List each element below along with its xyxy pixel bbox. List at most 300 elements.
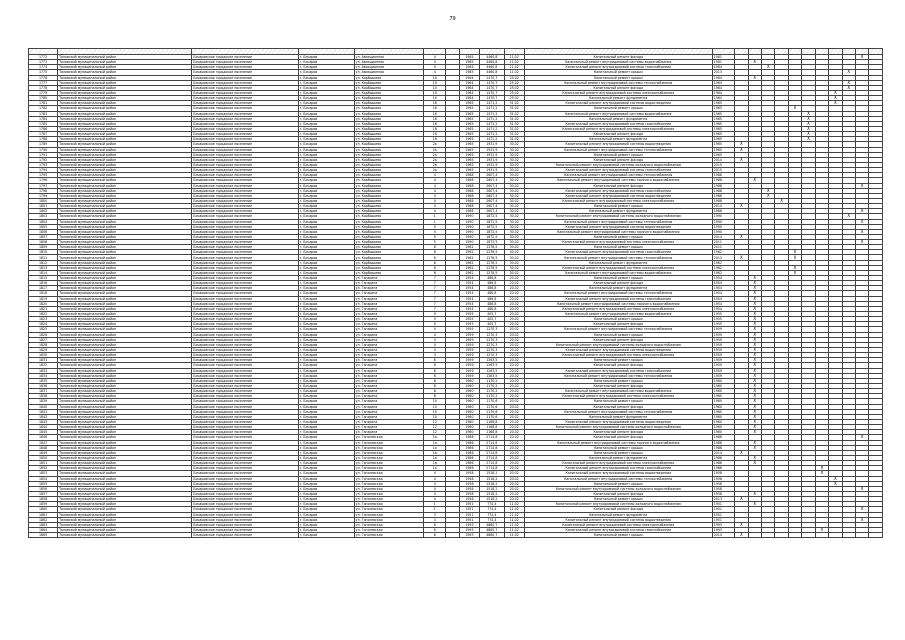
table-cell-year: 1986 bbox=[459, 445, 479, 450]
table-cell-street: ул. Гоголевская bbox=[354, 491, 423, 496]
table-cell-mark: X bbox=[748, 414, 761, 419]
table-cell-house: 1 bbox=[424, 214, 446, 219]
table-cell-num: 1817 bbox=[29, 286, 58, 291]
table-cell-date: 30.02 bbox=[504, 173, 524, 178]
table-cell-area: 2607,4 bbox=[480, 204, 505, 209]
table-cell-house: 4 bbox=[424, 476, 446, 481]
table-cell-area: 1471,2 bbox=[480, 101, 505, 106]
table-cell-works: Капитальный ремонт крыши bbox=[524, 332, 712, 337]
table-cell-house: 5 bbox=[424, 240, 446, 245]
table-cell-settlement: Бочаровское городское поселение bbox=[192, 306, 298, 311]
table-cell-area: 2607,4 bbox=[480, 183, 505, 188]
table-cell-house: 10 bbox=[424, 399, 446, 404]
table-cell-settlement: Бочаровское городское поселение bbox=[192, 471, 298, 476]
table-cell-house: 1а bbox=[424, 455, 446, 460]
table-cell-works: Капитальный ремонт внутридомовой системы электроснабжения bbox=[524, 461, 712, 466]
table-cell-date: 11.02 bbox=[504, 512, 524, 517]
table-cell-y1: 1988 bbox=[712, 178, 734, 183]
table-cell-area: 774,4 bbox=[480, 517, 505, 522]
table-cell-street: ул. Авиационная bbox=[354, 70, 423, 75]
table-cell-mark bbox=[762, 533, 775, 538]
table-cell-district: Таловский муниципальный район bbox=[58, 389, 192, 394]
table-cell-works: Капитальный ремонт внутридомовой системы водоснабжения bbox=[524, 312, 712, 317]
table-cell-num: 1815 bbox=[29, 276, 58, 281]
table-cell-year: 1965 bbox=[459, 162, 479, 167]
table-body bbox=[29, 55, 883, 538]
table-cell-works: Капитальный ремонт внутридомовой системы холодного водоснабжения bbox=[524, 486, 712, 491]
table-cell-date: 11.02 bbox=[504, 527, 524, 532]
table-cell-mark: X bbox=[855, 55, 868, 60]
table-cell-area: 4880,7 bbox=[480, 533, 505, 538]
table-cell-house: 10 bbox=[424, 409, 446, 414]
table-cell-locality: г. Бочаров bbox=[298, 404, 354, 409]
table-cell-date: 31.02 bbox=[504, 121, 524, 126]
table-cell-num: 1829 bbox=[29, 348, 58, 353]
table-cell-settlement: Бочаровское городское поселение bbox=[192, 512, 298, 517]
table-cell-num: 1779 bbox=[29, 90, 58, 95]
table-cell-area: 405,7 bbox=[480, 317, 505, 322]
table-cell-y1: 1993 bbox=[712, 522, 734, 527]
table-cell-area: 1471,2 bbox=[480, 132, 505, 137]
table-cell-settlement: Бочаровское городское поселение bbox=[192, 291, 298, 296]
table-cell-locality: г. Бочаров bbox=[298, 193, 354, 198]
table-cell-y1: 2013 bbox=[712, 497, 734, 502]
table-cell-locality: г. Бочаров bbox=[298, 466, 354, 471]
table-cell-settlement: Бочаровское городское поселение bbox=[192, 455, 298, 460]
table-cell-works: Капитальный ремонт фасада bbox=[524, 491, 712, 496]
table-cell-settlement: Бочаровское городское поселение bbox=[192, 214, 298, 219]
table-cell-area: 1872,5 bbox=[480, 224, 505, 229]
table-cell-date: 30.02 bbox=[504, 219, 524, 224]
table-cell-settlement: Бочаровское городское поселение bbox=[192, 384, 298, 389]
table-cell-y1: 1965 bbox=[712, 116, 734, 121]
table-cell-settlement: Бочаровское городское поселение bbox=[192, 106, 298, 111]
table-cell-street: ул. Карбышева bbox=[354, 90, 423, 95]
table-cell-house: 10 bbox=[424, 85, 446, 90]
table-cell-house: 4 bbox=[424, 353, 446, 358]
table-cell-house: 2а bbox=[424, 142, 446, 147]
table-cell-settlement: Бочаровское городское поселение bbox=[192, 533, 298, 538]
table-cell-locality: г. Бочаров bbox=[298, 188, 354, 193]
table-cell-settlement: Бочаровское городское поселение bbox=[192, 461, 298, 466]
table-cell-date: 20.02 bbox=[504, 384, 524, 389]
table-cell-mark: X bbox=[748, 430, 761, 435]
table-cell-date: 20.02 bbox=[504, 486, 524, 491]
table-cell-num: 1788 bbox=[29, 137, 58, 142]
table-cell-area: 2607,4 bbox=[480, 188, 505, 193]
table-cell-locality: г. Бочаров bbox=[298, 430, 354, 435]
table-cell-locality: г. Бочаров bbox=[298, 157, 354, 162]
table-cell-district: Таловский муниципальный район bbox=[58, 358, 192, 363]
table-cell-settlement: Бочаровское городское поселение bbox=[192, 137, 298, 142]
table-cell-mark: X bbox=[802, 111, 815, 116]
table-cell-works: Капитальный ремонт фундамента bbox=[524, 455, 712, 460]
table-cell-settlement: Бочаровское городское поселение bbox=[192, 363, 298, 368]
table-cell-street: ул. Карбышева bbox=[354, 209, 423, 214]
table-cell-num: 1832 bbox=[29, 363, 58, 368]
table-cell-num: 1806 bbox=[29, 229, 58, 234]
table-cell-district: Таловский муниципальный район bbox=[58, 229, 192, 234]
table-cell-num: 1781 bbox=[29, 101, 58, 106]
table-cell-settlement: Бочаровское городское поселение bbox=[192, 96, 298, 101]
table-cell-mark: X bbox=[762, 193, 775, 198]
table-cell-mark: X bbox=[748, 178, 761, 183]
table-cell-works: Капитальный ремонт внутридомовой системы электроснабжения bbox=[524, 306, 712, 311]
table-cell-date: 25.02 bbox=[504, 85, 524, 90]
table-cell-works: Капитальный ремонт внутридомовой системы газоснабжения bbox=[524, 466, 712, 471]
table-cell-district: Таловский муниципальный район bbox=[58, 399, 192, 404]
table-cell-house: 4 bbox=[424, 193, 446, 198]
table-cell-area: 1278,5 bbox=[480, 265, 505, 270]
table-cell-district: Таловский муниципальный район bbox=[58, 121, 192, 126]
table-cell-district: Таловский муниципальный район bbox=[58, 363, 192, 368]
table-cell-area: 1518,2 bbox=[480, 471, 505, 476]
table-cell-house: 5 bbox=[424, 234, 446, 239]
table-cell-y1: 2014 bbox=[712, 157, 734, 162]
table-cell-y1: 1954 bbox=[712, 286, 734, 291]
table-cell-locality: г. Бочаров bbox=[298, 126, 354, 131]
table-cell-district: Таловский муниципальный район bbox=[58, 301, 192, 306]
table-cell-house: 10 bbox=[424, 80, 446, 85]
table-cell-works: Капитальный ремонт фасада bbox=[524, 507, 712, 512]
table-cell-district: Таловский муниципальный район bbox=[58, 440, 192, 445]
table-cell-house: 4 bbox=[424, 209, 446, 214]
table-cell-y1: 1990 bbox=[712, 224, 734, 229]
table-cell-locality: г. Бочаров bbox=[298, 527, 354, 532]
table-cell-district: Таловский муниципальный район bbox=[58, 466, 192, 471]
table-cell-works: Капитальный ремонт фундамента bbox=[524, 414, 712, 419]
table-cell-house: 8 bbox=[424, 394, 446, 399]
table-cell-district: Таловский муниципальный район bbox=[58, 234, 192, 239]
table-cell-y1: 1981 bbox=[712, 60, 734, 65]
table-cell-locality: г. Бочаров bbox=[298, 502, 354, 507]
table-cell-y1: 1955 bbox=[712, 317, 734, 322]
table-cell-street: ул. Гагарина bbox=[354, 342, 423, 347]
table-cell-num: 1852 bbox=[29, 466, 58, 471]
table-cell-settlement: Бочаровское городское поселение bbox=[192, 168, 298, 173]
table-cell-works: Капитальный ремонт крыши bbox=[524, 445, 712, 450]
table-cell-area: 1471,2 bbox=[480, 116, 505, 121]
table-cell-y1: 1965 bbox=[712, 111, 734, 116]
table-cell-year: 1959 bbox=[459, 363, 479, 368]
table-cell-settlement: Бочаровское городское поселение bbox=[192, 188, 298, 193]
table-cell-district: Таловский муниципальный район bbox=[58, 332, 192, 337]
table-cell-works: Капитальный ремонт крыши bbox=[524, 497, 712, 502]
table-cell-date: 25.02 bbox=[504, 90, 524, 95]
table-cell-mark: X bbox=[748, 60, 761, 65]
table-cell-year: 1960 bbox=[459, 430, 479, 435]
table-cell-street: ул. Гагарина bbox=[354, 312, 423, 317]
table-cell-locality: г. Бочаров bbox=[298, 219, 354, 224]
table-cell-mark: X bbox=[735, 450, 748, 455]
table-cell-locality: г. Бочаров bbox=[298, 512, 354, 517]
table-cell-district: Таловский муниципальный район bbox=[58, 425, 192, 430]
table-cell-y1: 1988 bbox=[712, 193, 734, 198]
table-cell-mark: X bbox=[748, 75, 761, 80]
table-cell-num: 1798 bbox=[29, 188, 58, 193]
table-cell-num: 1791 bbox=[29, 152, 58, 157]
table-cell-street: ул. Карбышева bbox=[354, 137, 423, 142]
table-cell-street: ул. Карбышева bbox=[354, 229, 423, 234]
table-cell-date: 11.02 bbox=[504, 70, 524, 75]
table-cell-locality: г. Бочаров bbox=[298, 65, 354, 70]
table-cell-settlement: Бочаровское городское поселение bbox=[192, 476, 298, 481]
table-cell-area: 774,4 bbox=[480, 507, 505, 512]
table-cell-house: 1 bbox=[424, 219, 446, 224]
table-cell-date: 25.02 bbox=[504, 96, 524, 101]
table-cell-works: Капитальный ремонт внутридомовой системы водоотведения bbox=[524, 348, 712, 353]
table-cell-num: 1813 bbox=[29, 265, 58, 270]
table-cell-mark: X bbox=[748, 445, 761, 450]
table-cell-street: ул. Гагарина bbox=[354, 291, 423, 296]
table-cell-area: 1263,5 bbox=[480, 358, 505, 363]
table-cell-mark: X bbox=[748, 425, 761, 430]
table-cell-y1: 1954 bbox=[712, 281, 734, 286]
table-cell-works: Капитальный ремонт внутридомовой системы водоснабжения bbox=[524, 111, 712, 116]
table-cell-date: 20.02 bbox=[504, 389, 524, 394]
table-cell-district: Таловский муниципальный район bbox=[58, 281, 192, 286]
table-cell-date: 30.02 bbox=[504, 183, 524, 188]
table-cell-locality: г. Бочаров bbox=[298, 168, 354, 173]
table-cell-street: ул. Гоголевская bbox=[354, 471, 423, 476]
table-cell-locality: г. Бочаров bbox=[298, 491, 354, 496]
table-cell-date: 20.02 bbox=[504, 373, 524, 378]
table-cell-area: 1470,7 bbox=[480, 96, 505, 101]
table-cell-house: 1 bbox=[424, 502, 446, 507]
table-cell-date: 25.02 bbox=[504, 80, 524, 85]
table-cell-settlement: Бочаровское городское поселение bbox=[192, 162, 298, 167]
table-cell-date: 20.02 bbox=[504, 455, 524, 460]
table-cell-locality: г. Бочаров bbox=[298, 409, 354, 414]
table-cell-mark: X bbox=[829, 101, 842, 106]
table-cell-district: Таловский муниципальный район bbox=[58, 132, 192, 137]
table-cell-mark: X bbox=[788, 250, 801, 255]
table-cell-mark: X bbox=[748, 358, 761, 363]
table-cell-district: Таловский муниципальный район bbox=[58, 111, 192, 116]
table-cell-mark: X bbox=[748, 461, 761, 466]
table-cell-mark: X bbox=[788, 265, 801, 270]
table-cell-area: 1872,5 bbox=[480, 219, 505, 224]
table-cell-house: 10 bbox=[424, 414, 446, 419]
table-cell-locality: г. Бочаров bbox=[298, 265, 354, 270]
table-cell-street: ул. Гоголевская bbox=[354, 445, 423, 450]
table-cell-settlement: Бочаровское городское поселение bbox=[192, 224, 298, 229]
table-cell-locality: г. Бочаров bbox=[298, 440, 354, 445]
table-cell-locality: г. Бочаров bbox=[298, 111, 354, 116]
table-cell-y1: 2011 bbox=[712, 245, 734, 250]
table-cell-mark: X bbox=[748, 502, 761, 507]
table-cell-settlement: Бочаровское городское поселение bbox=[192, 229, 298, 234]
table-cell-area: 1872,5 bbox=[480, 240, 505, 245]
table-cell-date: 20.02 bbox=[504, 450, 524, 455]
table-cell-locality: г. Бочаров bbox=[298, 70, 354, 75]
table-cell-year: 1965 bbox=[459, 116, 479, 121]
table-cell-y1: 1951 bbox=[712, 507, 734, 512]
table-cell-works: Капитальный ремонт крыши bbox=[524, 358, 712, 363]
table-cell-y1: 1988 bbox=[712, 188, 734, 193]
table-cell-locality: г. Бочаров bbox=[298, 162, 354, 167]
table-cell-year: 1955 bbox=[459, 317, 479, 322]
table-cell-mark: X bbox=[748, 384, 761, 389]
table-cell-date: 20.02 bbox=[504, 312, 524, 317]
table-cell-street: ул. Гагарина bbox=[354, 281, 423, 286]
table-cell-settlement: Бочаровское городское поселение bbox=[192, 178, 298, 183]
table-cell-mark: X bbox=[829, 96, 842, 101]
table-cell-year: 1960 bbox=[459, 409, 479, 414]
table-cell-mark bbox=[748, 533, 761, 538]
table-cell-num: 1814 bbox=[29, 270, 58, 275]
table-cell-date: 30.02 bbox=[504, 260, 524, 265]
table-cell-y1: 1986 bbox=[712, 435, 734, 440]
table-cell-street: ул. Гагарина bbox=[354, 358, 423, 363]
table-cell-locality: г. Бочаров bbox=[298, 173, 354, 178]
table-cell-district: Таловский муниципальный район bbox=[58, 250, 192, 255]
table-cell-works: Капитальный ремонт внутридомовой системы электроснабжения bbox=[524, 126, 712, 131]
table-cell-mark: X bbox=[855, 507, 868, 512]
table-cell-y1: 2013 bbox=[712, 255, 734, 260]
table-cell-year: 1958 bbox=[459, 481, 479, 486]
table-cell-works: Капитальный ремонт внутридомовой системы теплоснабжения bbox=[524, 327, 712, 332]
page-number: 79 bbox=[449, 16, 456, 22]
table-cell-house: 16 bbox=[424, 121, 446, 126]
table-cell-district: Таловский муниципальный район bbox=[58, 491, 192, 496]
table-cell-street: ул. Карбышева bbox=[354, 178, 423, 183]
table-cell-year: 1965 bbox=[459, 126, 479, 131]
table-cell-num: 1859 bbox=[29, 502, 58, 507]
table-cell-locality: г. Бочаров bbox=[298, 234, 354, 239]
table-cell-street: ул. Карбышева bbox=[354, 188, 423, 193]
table-cell-street: ул. Гагарина bbox=[354, 409, 423, 414]
table-cell-street: ул. Карбышева bbox=[354, 162, 423, 167]
table-cell-locality: г. Бочаров bbox=[298, 55, 354, 60]
table-cell-mark: X bbox=[748, 368, 761, 373]
table-cell-date: 20.02 bbox=[504, 337, 524, 342]
table-cell-house: 16 bbox=[424, 137, 446, 142]
table-cell-year: 1986 bbox=[459, 466, 479, 471]
table-cell-settlement: Бочаровское городское поселение bbox=[192, 132, 298, 137]
table-cell-y1: 2011 bbox=[712, 240, 734, 245]
table-cell-settlement: Бочаровское городское поселение bbox=[192, 486, 298, 491]
table-cell-house: 6 bbox=[424, 250, 446, 255]
table-cell-street: ул. Карбышева bbox=[354, 183, 423, 188]
table-cell-works: Капитальный ремонт крыши bbox=[524, 276, 712, 281]
table-cell-house: 16 bbox=[424, 111, 446, 116]
table-cell-area: 1470,7 bbox=[480, 85, 505, 90]
table-cell-works: Капитальный ремонт внутридомовой системы водоотведения bbox=[524, 517, 712, 522]
table-cell-settlement: Бочаровское городское поселение bbox=[192, 142, 298, 147]
table-cell-district: Таловский муниципальный район bbox=[58, 461, 192, 466]
table-cell-area: 2714,8 bbox=[480, 445, 505, 450]
table-cell-locality: г. Бочаров bbox=[298, 322, 354, 327]
table-cell-settlement: Бочаровское городское поселение bbox=[192, 90, 298, 95]
table-cell-num: 1810 bbox=[29, 250, 58, 255]
table-cell-mark: X bbox=[748, 322, 761, 327]
table-cell-date: 31.02 bbox=[504, 132, 524, 137]
table-cell-year: 1985 bbox=[459, 55, 479, 60]
table-cell-house: 2а bbox=[424, 147, 446, 152]
table-cell-y1: 1990 bbox=[712, 229, 734, 234]
table-cell-y1: 2015 bbox=[712, 168, 734, 173]
table-cell-street: ул. Карбышева bbox=[354, 142, 423, 147]
table-cell-y1: 1955 bbox=[712, 322, 734, 327]
table-cell-street: ул. Карбышева bbox=[354, 224, 423, 229]
table-cell-house: 4 bbox=[424, 486, 446, 491]
table-cell-street: ул. Карбышева bbox=[354, 126, 423, 131]
table-cell-y1: 1958 bbox=[712, 486, 734, 491]
table-cell-num: 1843 bbox=[29, 419, 58, 424]
table-cell-num: 1820 bbox=[29, 301, 58, 306]
table-cell-house: 1а bbox=[424, 440, 446, 445]
table-cell-date: 31.02 bbox=[504, 116, 524, 121]
table-cell-area: 1170,6 bbox=[480, 414, 505, 419]
table-cell-district: Таловский муниципальный район bbox=[58, 126, 192, 131]
table-cell-date: 30.02 bbox=[504, 240, 524, 245]
table-cell-num: 1846 bbox=[29, 435, 58, 440]
table-cell-street: ул. Гагарина bbox=[354, 353, 423, 358]
table-cell-area: 486,8 bbox=[480, 276, 505, 281]
table-cell-locality: г. Бочаров bbox=[298, 533, 354, 538]
table-cell-y1: 1960 bbox=[712, 430, 734, 435]
table-cell-date: 20.02 bbox=[504, 440, 524, 445]
table-cell-area: 405,7 bbox=[480, 322, 505, 327]
table-cell-district: Таловский муниципальный район bbox=[58, 342, 192, 347]
table-cell-house: 2а bbox=[424, 162, 446, 167]
table-cell-works: Капитальный ремонт фасада bbox=[524, 435, 712, 440]
table-cell-locality: г. Бочаров bbox=[298, 394, 354, 399]
table-cell-works: Капитальный ремонт внутридомовой системы газоснабжения bbox=[524, 527, 712, 532]
table-cell-street: ул. Карбышева bbox=[354, 157, 423, 162]
table-cell-mark: X bbox=[829, 481, 842, 486]
table-cell-year: 1988 bbox=[459, 183, 479, 188]
table-cell-settlement: Бочаровское городское поселение bbox=[192, 193, 298, 198]
table-cell-area: 1278,5 bbox=[480, 250, 505, 255]
table-cell-area: 1518,2 bbox=[480, 491, 505, 496]
table-cell-works: Капитальный ремонт внутридомовой системы теплоснабжения bbox=[524, 291, 712, 296]
table-cell-district: Таловский муниципальный район bbox=[58, 85, 192, 90]
table-cell-settlement: Бочаровское городское поселение bbox=[192, 348, 298, 353]
table-cell-y1: 1959 bbox=[712, 348, 734, 353]
table-cell-num: 1838 bbox=[29, 394, 58, 399]
table-cell-mark: X bbox=[842, 80, 855, 85]
table-cell-year: 1959 bbox=[459, 342, 479, 347]
table-cell-year: 1959 bbox=[459, 368, 479, 373]
table-cell-locality: г. Бочаров bbox=[298, 147, 354, 152]
table-cell-locality: г. Бочаров bbox=[298, 312, 354, 317]
table-cell-locality: г. Бочаров bbox=[298, 204, 354, 209]
table-cell-settlement: Бочаровское городское поселение bbox=[192, 409, 298, 414]
table-cell-works: Капитальный ремонт внутридомовой системы электроснабжения bbox=[524, 240, 712, 245]
table-cell-num: 1794 bbox=[29, 168, 58, 173]
table-cell-house: 7 bbox=[424, 281, 446, 286]
table-cell-date: 31.02 bbox=[504, 126, 524, 131]
table-cell-date: 11.02 bbox=[504, 55, 524, 60]
table-cell-street: ул. Гоголевская bbox=[354, 527, 423, 532]
table-cell-area: 1270,3 bbox=[480, 327, 505, 332]
table-cell-works: Капитальный ремонт внутридомовой системы газоснабжения bbox=[524, 250, 712, 255]
table-cell-district: Таловский муниципальный район bbox=[58, 260, 192, 265]
table-cell-y1: 1965 bbox=[712, 142, 734, 147]
table-cell-mark: X bbox=[829, 90, 842, 95]
table-cell-mark: X bbox=[748, 419, 761, 424]
table-cell-mark: X bbox=[748, 399, 761, 404]
table-cell-year: 1960 bbox=[459, 414, 479, 419]
table-cell-mark: X bbox=[855, 183, 868, 188]
table-cell-area: 405,7 bbox=[480, 312, 505, 317]
table-cell-settlement: Бочаровское городское поселение bbox=[192, 55, 298, 60]
table-cell-district: Таловский муниципальный район bbox=[58, 507, 192, 512]
table-cell-street: ул. Карбышева bbox=[354, 101, 423, 106]
table-cell-settlement: Бочаровское городское поселение bbox=[192, 60, 298, 65]
